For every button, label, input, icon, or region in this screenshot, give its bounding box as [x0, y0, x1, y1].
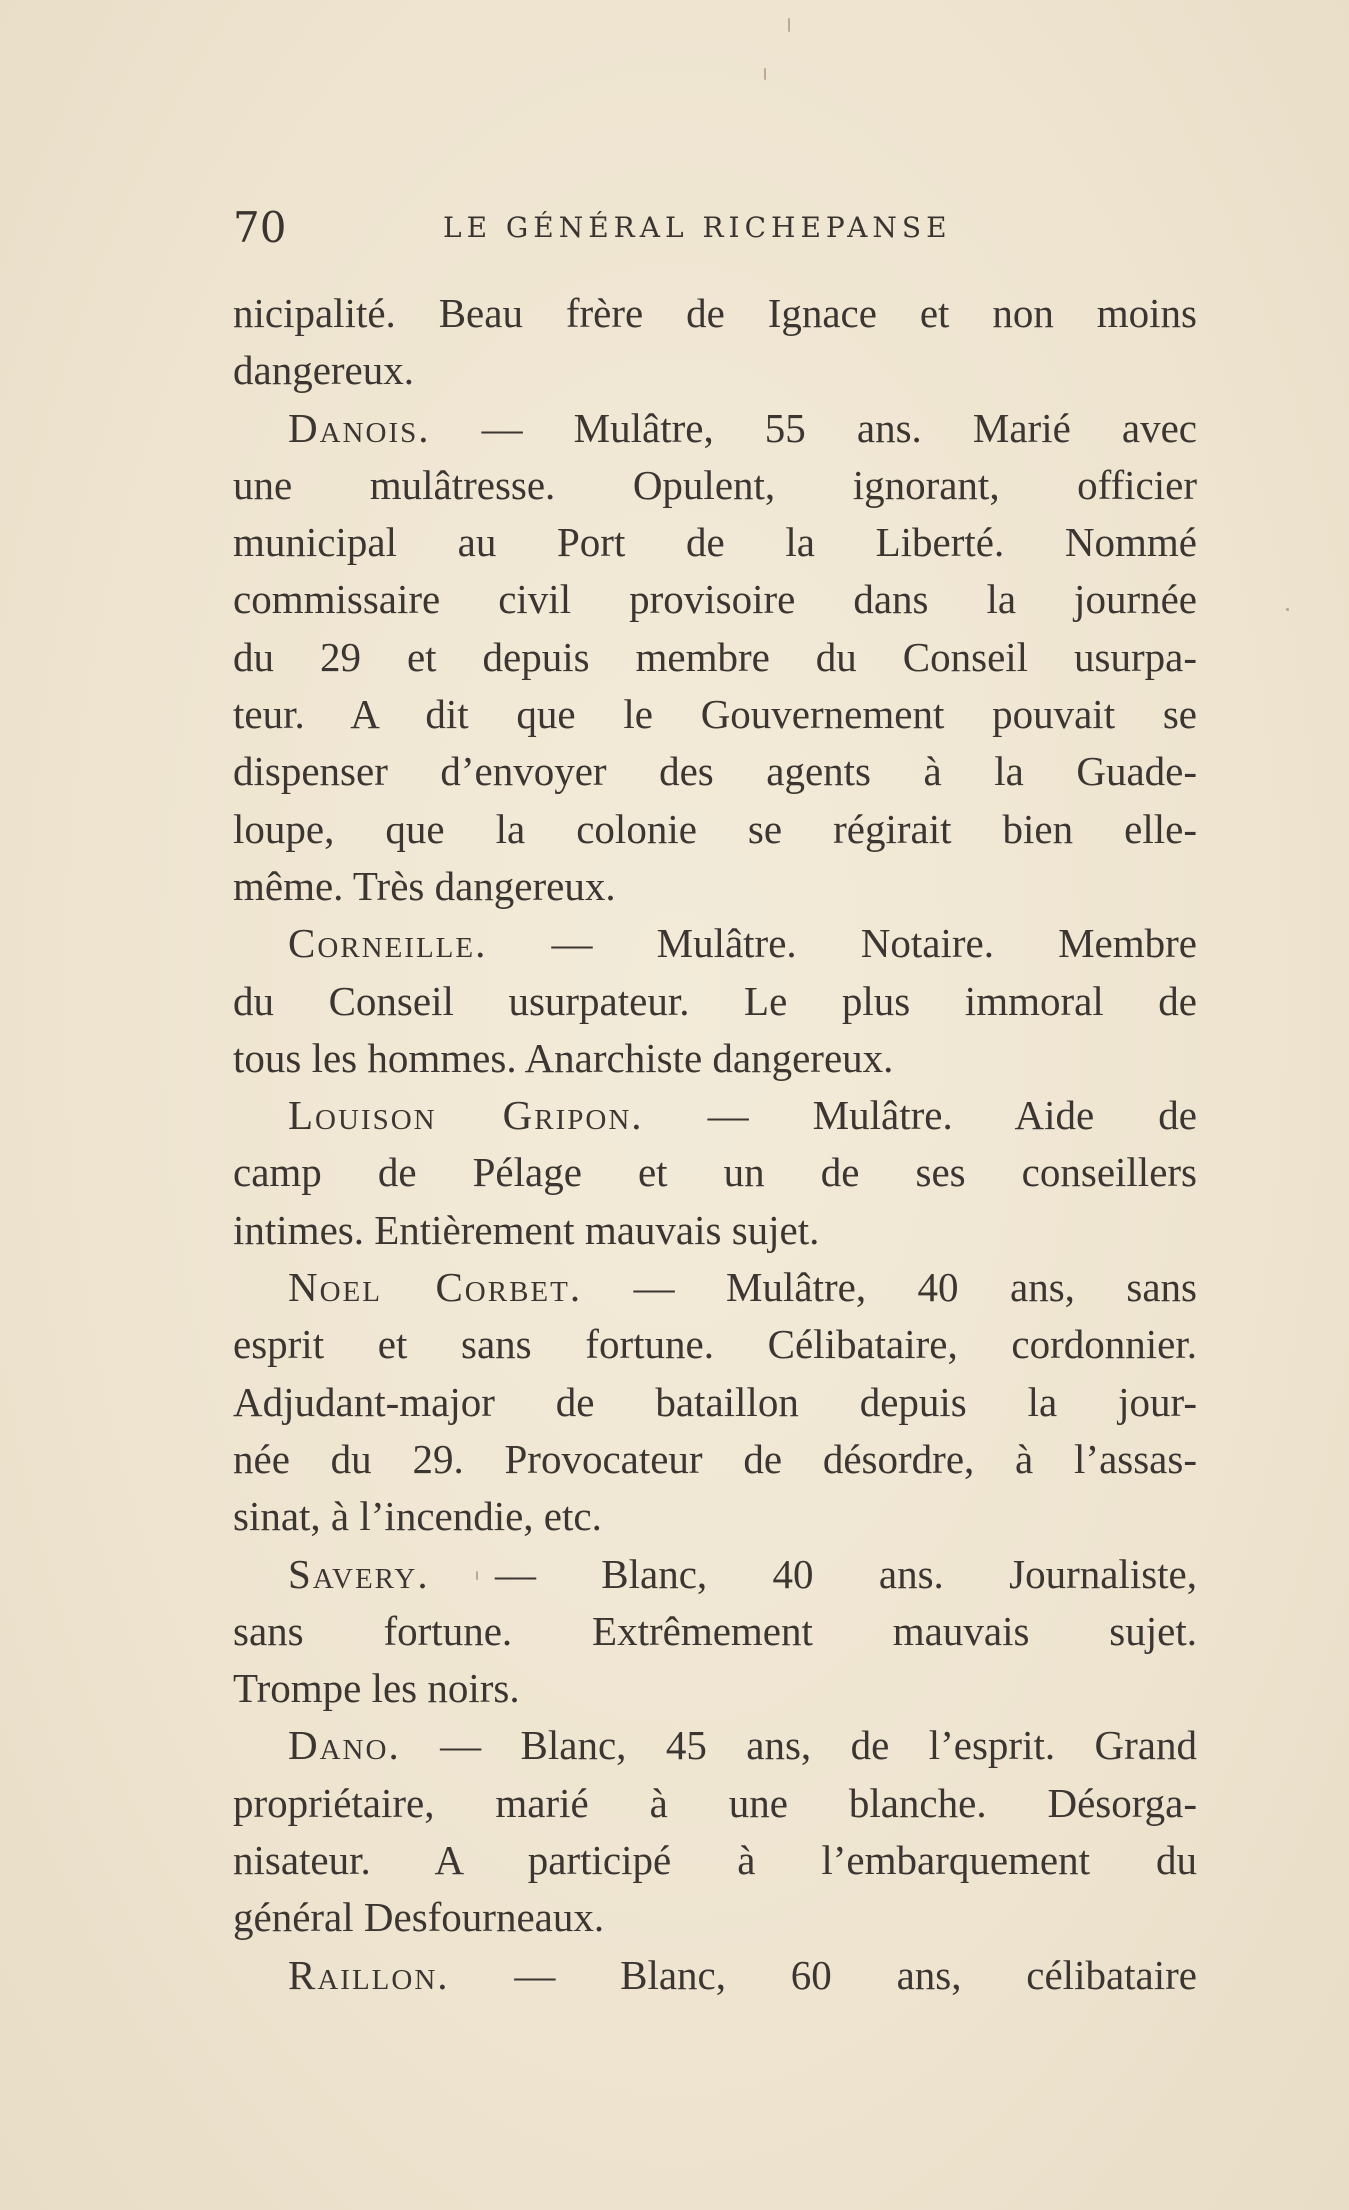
text-line: esprit et sans fortune. Célibataire, cordonnier. — [233, 1321, 1197, 1368]
text-line: loupe, que la colonie se régirait bien elle- — [233, 805, 1197, 852]
entry-line: Raillon. — Blanc, 60 ans, célibataire — [288, 1951, 1197, 1998]
text-line: camp de Pélage et un de ses conseillers — [233, 1149, 1197, 1196]
text-line: née du 29. Provocateur de désordre, à l’assas- — [233, 1435, 1197, 1482]
text-line: propriétaire, marié à une blanche. Désorga- — [233, 1779, 1197, 1826]
person-name: Savery. — [288, 1550, 430, 1597]
scan-speck — [764, 68, 766, 80]
person-name: Noel Corbet. — [288, 1264, 583, 1311]
entry-line: Savery. — Blanc, 40 ans. Journaliste, — [288, 1550, 1197, 1597]
text-line: teur. A dit que le Gouvernement pouvait se — [233, 691, 1197, 738]
text-line: commissaire civil provisoire dans la journée — [233, 576, 1197, 623]
text-line: du 29 et depuis membre du Conseil usurpa- — [233, 633, 1197, 680]
text-line: sinat, à l’incendie, etc. — [233, 1493, 602, 1540]
text-line: tous les hommes. Anarchiste dangereux. — [233, 1034, 894, 1081]
entry-line: Corneille. — Mulâtre. Notaire. Membre — [288, 920, 1197, 967]
person-name: Dano. — [288, 1722, 401, 1769]
person-name: Louison Gripon. — [288, 1092, 644, 1139]
entry-line: Dano. — Blanc, 45 ans, de l’esprit. Grand — [288, 1722, 1197, 1769]
text-line: même. Très dangereux. — [233, 862, 616, 909]
person-name: Corneille. — [288, 920, 488, 967]
person-name: Raillon. — [288, 1951, 450, 1998]
text-line: une mulâtresse. Opulent, ignorant, officier — [233, 461, 1197, 508]
text-line: nicipalité. Beau frère de Ignace et non moins — [233, 290, 1197, 336]
text-line: sans fortune. Extrêmement mauvais sujet. — [233, 1607, 1197, 1654]
entry-line: Danois. — Mulâtre, 55 ans. Marié avec — [288, 404, 1197, 451]
text-line: intimes. Entièrement mauvais sujet. — [233, 1206, 820, 1253]
page-header — [233, 198, 1033, 258]
page-number: 70 — [233, 203, 287, 252]
running-title: LE GÉNÉRAL RICHEPANSE — [443, 211, 952, 244]
person-name: Danois. — [288, 404, 431, 451]
text-line: Trompe les noirs. — [233, 1665, 520, 1712]
body-text — [233, 285, 1197, 2004]
entry-line: Noel Corbet. — Mulâtre, 40 ans, sans — [288, 1264, 1197, 1311]
entry-line: Louison Gripon. — Mulâtre. Aide de — [288, 1092, 1197, 1139]
text-line: dispenser d’envoyer des agents à la Guade- — [233, 748, 1197, 795]
text-line: nisateur. A participé à l’embarquement du — [233, 1837, 1197, 1884]
text-line: Adjudant-major de bataillon depuis la jour- — [233, 1378, 1197, 1425]
scan-speck — [1286, 608, 1289, 611]
scan-speck — [788, 18, 790, 32]
text-line: dangereux. — [233, 347, 414, 394]
text-line: général Desfourneaux. — [233, 1894, 605, 1941]
text-line: du Conseil usurpateur. Le plus immoral de — [233, 977, 1197, 1024]
text-line: municipal au Port de la Liberté. Nommé — [233, 519, 1197, 566]
